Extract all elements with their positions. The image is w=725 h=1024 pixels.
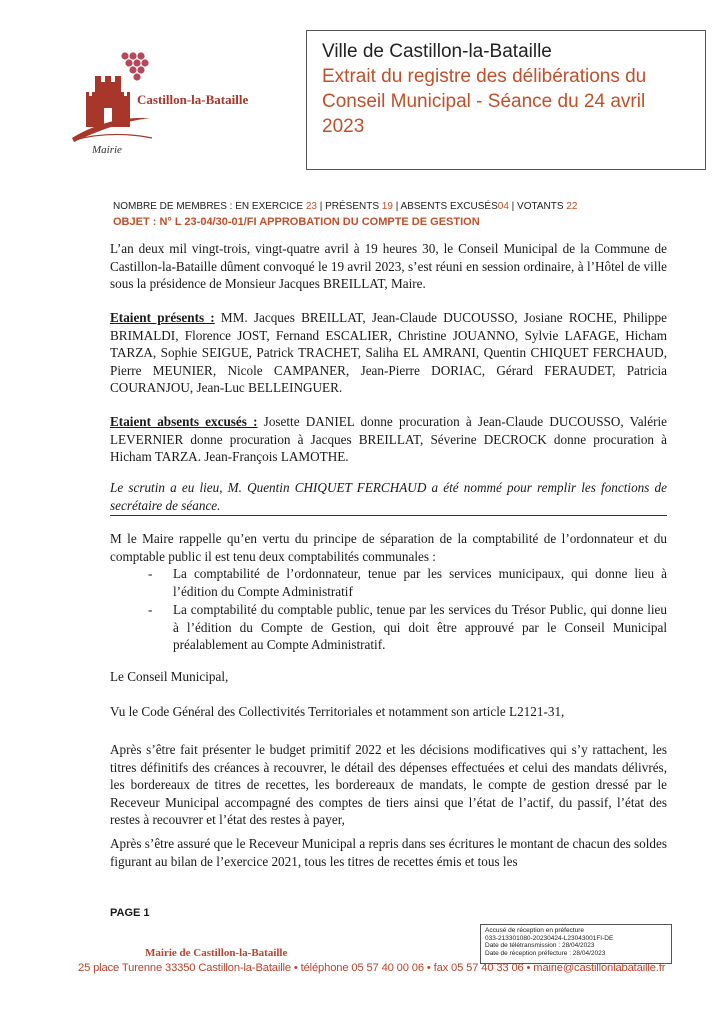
intro-paragraph: L’an deux mil vingt-trois, vingt-quatre avril à 19 heures 30, le Conseil Municipal de la Commune de Castillon-la-Bataille dûment convoqué le 19 avril 2023, s’est réuni en session ordinaire, à l’Hôtel de ville sous la présidence de Monsieur Jacques BREILLAT, Maire.: [110, 241, 667, 291]
list-item: [110, 601, 667, 654]
list-item: [110, 565, 667, 600]
count-presents: 19: [381, 201, 393, 212]
absents-label: Etaient absents excusés :: [110, 414, 258, 429]
stamp-line: 033-213301080-20230424-L23043001FI-DE: [485, 934, 614, 942]
deliberation-object: OBJET : N° L 23-04/30-01/FI APPROBATION DU COMPTE DE GESTION: [113, 216, 480, 228]
list-item-text: La comptabilité du comptable public, tenue par les services du Trésor Public, qui donne lieu à l’édition du Compte de Gestion, qui doit être approuvé par le Conseil Municipal préalablement au Compte Administratif.: [173, 602, 667, 652]
prefecture-stamp: [480, 924, 672, 964]
count-exercice: 23: [305, 201, 317, 212]
absents-paragraph: [110, 413, 667, 466]
list-item-text: La comptabilité de l’ordonnateur, tenue par les services municipaux, qui donne lieu à l’édition du Compte Administratif: [173, 566, 667, 599]
dash-bullet: -: [148, 602, 153, 617]
header-title-line-2: Conseil Municipal - Séance du 24 avril: [322, 91, 646, 112]
stamp-line: Accusé de réception en préfecture: [485, 927, 585, 934]
footer-address: 25 place Turenne 33350 Castillon-la-Bataille • téléphone 05 57 40 00 06 • fax 05 57 40 33 06 • mairie@castillonlabataille.fr: [78, 962, 666, 974]
rappel-paragraph: M le Maire rappelle qu’en vertu du principe de séparation de la comptabilité de l’ordonnateur et du comptable public il est tenu deux comptabilités communales :: [110, 531, 667, 564]
label-absents: | ABSENTS EXCUSÉS: [395, 201, 498, 212]
apres-paragraph-1: Après s’être fait présenter le budget primitif 2022 et les décisions modificatives qui s’y rattachent, les titres définitifs des créances à recouvrer, le détail des dépenses effectuées et celui des mandats délivrés, les bordereaux de titres de recettes, les bordereaux de mandats, le compte de gestion dressé par le Receveur Municipal accompagné des comptes de tiers ainsi que l’état de l’actif, du passif, l’état des restes à recouvrer et l’état des restes à payer,: [110, 742, 667, 827]
apres-paragraph-2: Après s’être assuré que le Receveur Municipal a repris dans ses écritures le montant de chacun des soldes figurant au bilan de l’exercice 2021, tous les titres de recettes émis et tous les: [110, 836, 667, 869]
label-presents: | PRÉSENTS: [319, 201, 379, 212]
stamp-line: Date de télétransmission : 28/04/2023: [485, 942, 595, 950]
member-counts: [113, 201, 577, 212]
page-number: PAGE 1: [110, 907, 150, 919]
absents-list: Josette DANIEL donne procuration à Jean-Claude DUCOUSSO, Valérie LEVERNIER donne procuration à Jacques BREILLAT, Séverine DECROCK donne procuration à Hicham TARZA. Jean-François LAMOTHE.: [110, 414, 667, 464]
count-votants: 22: [566, 201, 578, 212]
stamp-line: Date de réception préfecture : 28/04/2023: [485, 949, 606, 957]
vu-line: Vu le Code Général des Collectivités Territoriales et notamment son article L2121-31,: [110, 704, 565, 719]
logo-mairie-label: Mairie: [92, 144, 122, 156]
dash-bullet: -: [148, 566, 153, 581]
footer-mairie: Mairie de Castillon-la-Bataille: [145, 947, 288, 959]
presents-list: MM. Jacques BREILLAT, Jean-Claude DUCOUSSO, Josiane ROCHE, Philippe BRIMALDI, Florence JOST, Fernand ESCALIER, Christine JOUANNO, Sylvie LAFAGE, Hicham TARZA, Sophie SEIGUE, Patrick TRACHET, Saliha EL AMRANI, Quentin CHIQUET FERCHAUD, Pierre MEUNIER, Nicole CAMPANER, Jean-Pierre DORIAC, Gérard FERAUDET, Patricia COURANJOU, Jean-Luc BELLEINGUER.: [110, 310, 667, 395]
header-title-line-3: 2023: [322, 116, 365, 137]
label-exercice: NOMBRE DE MEMBRES : EN EXERCICE: [113, 201, 304, 212]
presents-label: Etaient présents :: [110, 310, 215, 325]
comptabilites-list: [110, 565, 667, 655]
header-title-line-1: Extrait du registre des délibérations du: [322, 66, 647, 87]
label-votants: | VOTANTS: [511, 201, 564, 212]
header-town: Ville de Castillon-la-Bataille: [322, 41, 552, 62]
presents-paragraph: [110, 309, 667, 397]
count-absents: 04: [497, 201, 509, 212]
separator-line: [110, 515, 667, 516]
logo-town-name: Castillon-la-Bataille: [137, 92, 249, 107]
scrutin-paragraph: Le scrutin a eu lieu, M. Quentin CHIQUET FERCHAUD a été nommé pour remplir les fonctions de secrétaire de séance.: [110, 480, 667, 513]
conseil-line: Le Conseil Municipal,: [110, 669, 229, 684]
header-box: [306, 30, 706, 170]
